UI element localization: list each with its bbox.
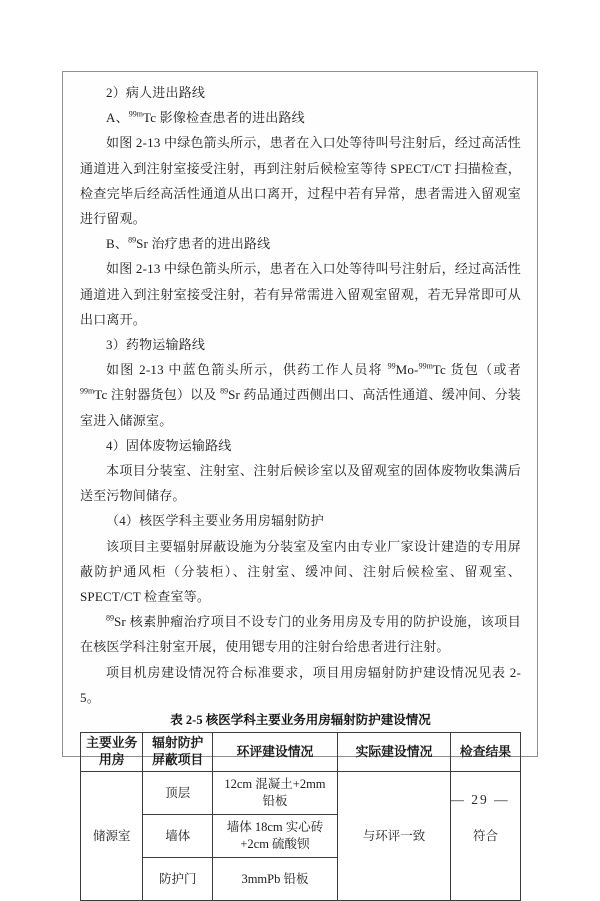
header-shield-item: 辐射防护屏蔽项目: [143, 733, 213, 772]
text-segment: 本项目分装室、注射室、注射后候诊室以及留观室的固体废物收集满后送至污物间储存。: [80, 463, 521, 504]
cell-eia: 墙体 18cm 实心砖 +2cm 硫酸钡: [212, 815, 337, 858]
cell-eia: 12cm 混凝土+2mm 铅板: [212, 772, 337, 815]
isotope-superscript: 99m: [80, 387, 95, 397]
text-segment: Tc 货包（或者: [432, 362, 521, 378]
text-segment: Tc 注射器货包）以及: [94, 387, 221, 403]
text-segment: 如图 2-13 中绿色箭头所示，患者在入口处等待叫号注射后，经过高活性通道进入到注射室接受注射，再到注射后候检室等待 SPECT/CT 扫描检查，检查完毕后经高活性通道从出口离开，过程中若有异常，患者需进入留观室进行留观。: [80, 135, 521, 227]
text-segment: 如图 2-13 中绿色箭头所示，患者在入口处等待叫号注射后，经过高活性通道进入到注射室接受注射，若有异常需进入留观室留观，若无异常即可从出口离开。: [80, 261, 521, 327]
paragraph: [80, 508, 521, 533]
paragraph: [80, 332, 521, 357]
isotope-superscript: 99m: [418, 361, 433, 371]
isotope-superscript: 89: [128, 235, 137, 245]
isotope-superscript: 99: [387, 361, 396, 371]
text-segment: B、: [106, 236, 129, 252]
paragraph: [80, 534, 521, 610]
paragraph: [80, 458, 521, 508]
text-segment: 2）病人进出路线: [106, 85, 206, 100]
cell-result: 符合: [451, 772, 521, 901]
isotope-superscript: 99m: [128, 109, 144, 119]
text-segment: 项目机房建设情况符合标准要求，项目用房辐射防护建设情况见表 2-5。: [80, 664, 521, 705]
header-actual-construction: 实际建设情况: [337, 733, 450, 772]
text-segment: A、: [106, 110, 129, 126]
cell-eia: 3mmPb 铅板: [212, 858, 337, 901]
cell-actual: 与环评一致: [337, 772, 450, 901]
isotope-superscript: 89: [220, 387, 229, 397]
paragraph: [80, 609, 521, 659]
header-check-result: 检查结果: [451, 733, 521, 772]
paragraph: [80, 105, 521, 130]
cell-item: 防护门: [143, 858, 213, 901]
paragraph: [80, 256, 521, 332]
shielding-table: [80, 732, 521, 901]
header-eia-construction: 环评建设情况: [212, 733, 337, 772]
text-segment: Sr 核素肿瘤治疗项目不设专门的业务用房及专用的防护设施，该项目在核医学科注射室开展，使用锶专用的注射台给患者进行注射。: [80, 614, 521, 655]
table-header-row: [81, 733, 521, 772]
text-segment: 如图 2-13 中蓝色箭头所示，供药工作人员将: [106, 362, 388, 378]
text-segment: Sr 治疗患者的进出路线: [136, 236, 271, 252]
paragraph: [80, 433, 521, 458]
text-segment: 3）药物运输路线: [106, 337, 206, 353]
paragraph: [80, 357, 521, 433]
paragraph: [80, 130, 521, 231]
paragraph: [80, 231, 521, 256]
table-title: 表 2-5 核医学科主要业务用房辐射防护建设情况: [170, 713, 431, 728]
isotope-superscript: 89: [106, 613, 114, 623]
page-number: — 29 —: [450, 792, 510, 807]
text-segment: 该项目主要辐射屏蔽设施为分装室及室内由专业厂家设计建造的专用屏蔽防护通风柜（分装柜）、注射室、缓冲间、注射后候检室、留观室、SPECT/CT 检查室等。: [80, 538, 521, 605]
cell-item: 顶层: [143, 772, 213, 815]
text-segment: 4）固体废物运输路线: [106, 437, 232, 453]
cell-item: 墙体: [143, 815, 213, 858]
text-segment: （4）核医学科主要业务用房辐射防护: [106, 513, 324, 529]
header-main-room: 主要业务用房: [81, 733, 143, 772]
document-paragraphs: [80, 80, 521, 710]
text-segment: Tc 影像检查患者的进出路线: [143, 110, 305, 126]
paragraph: [80, 660, 521, 710]
text-segment: Sr 药品通过西侧出口、高活性通道、缓冲间、分装室进入储源室。: [80, 387, 521, 428]
text-segment: Mo-: [395, 362, 419, 378]
paragraph: [80, 80, 521, 105]
cell-room: 储源室: [81, 772, 143, 901]
